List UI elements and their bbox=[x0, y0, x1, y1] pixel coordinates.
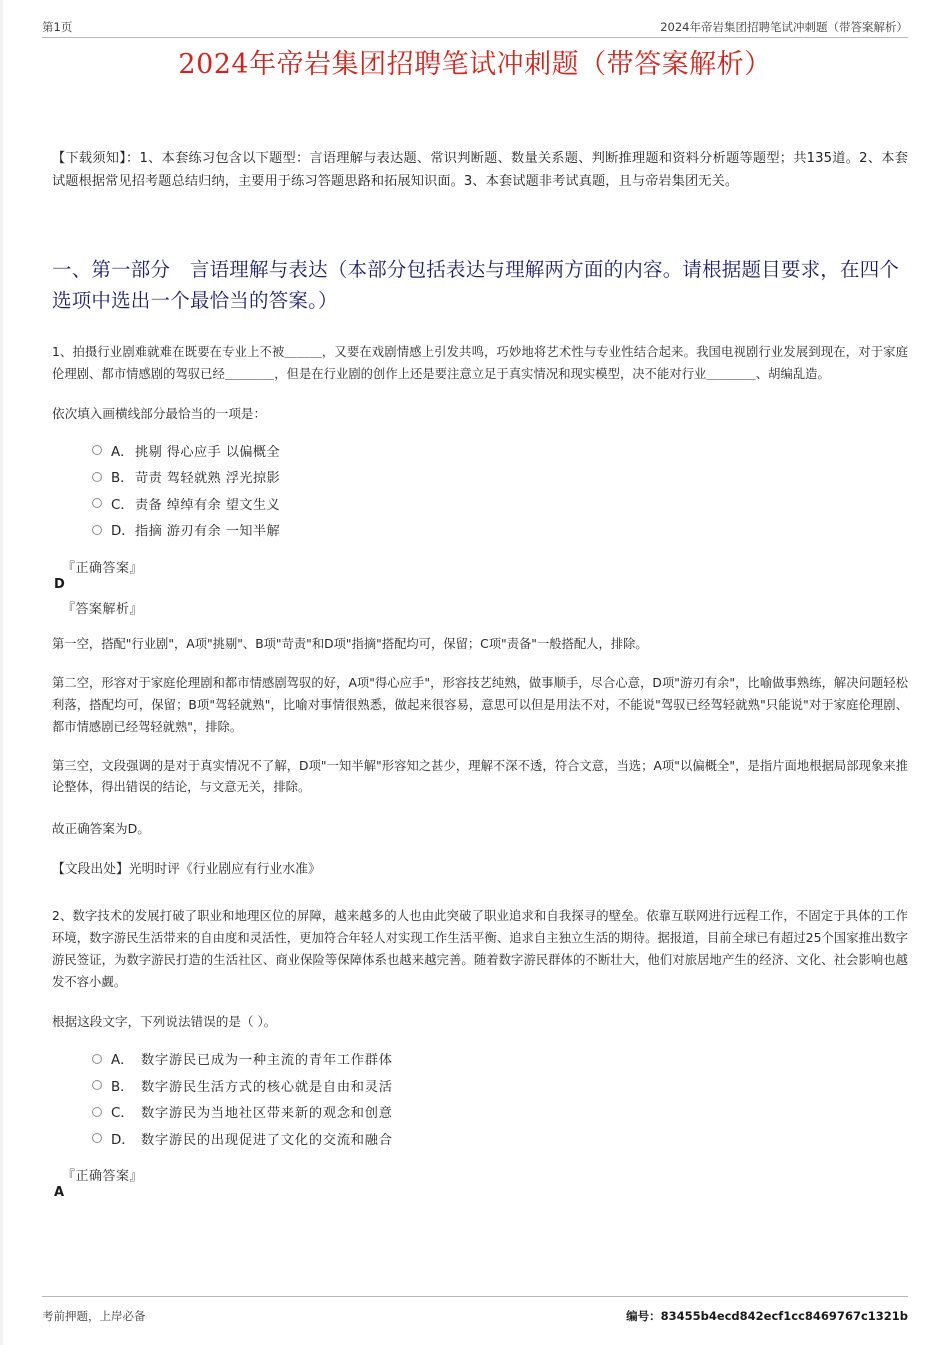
option-row-d[interactable] bbox=[92, 517, 908, 544]
analysis-label: 『答案解析』 bbox=[62, 602, 144, 617]
option-letter: D． bbox=[111, 524, 135, 540]
option-row-c[interactable] bbox=[92, 1098, 908, 1125]
question-block-1 bbox=[52, 342, 908, 881]
radio-icon[interactable] bbox=[92, 1107, 102, 1117]
question-stem: 2、数字技术的发展打破了职业和地理区位的屏障，越来越多的人也由此突破了职业追求和自我探寻的壁垒。依靠互联网进行远程工作，不固定于具体的工作环境，数字游民生活带来的自由度和灵活性，更加符合年轻人对实现工作生活平衡、追求自主独立生活的期待。据报道，目前全球已有超过25个国家推出数字游民签证，为数字游民打造的生活社区、商业保险等保障体系也越来越完善。随着数字游民群体的不断壮大，他们对旅居地产生的经济、文化、社会影响也越发不容小觑。 bbox=[52, 909, 908, 990]
option-row-d[interactable] bbox=[92, 1125, 908, 1152]
analysis-paragraph-1: 第一空，搭配"行业剧"，A项"挑剔"、B项"苛责"和D项"指摘"搭配均可，保留；C项"责备"一般搭配人，排除。 bbox=[52, 637, 648, 651]
document-header bbox=[42, 14, 908, 38]
option-text: 数字游民的出现促进了文化的交流和融合 bbox=[141, 1132, 393, 1148]
option-letter: D． bbox=[111, 1132, 135, 1148]
radio-icon[interactable] bbox=[92, 1080, 102, 1090]
correct-answer-value: D bbox=[54, 577, 65, 592]
document-content bbox=[52, 148, 908, 1200]
option-letter: B． bbox=[111, 471, 134, 487]
footer-code bbox=[626, 1308, 908, 1324]
option-row-a[interactable] bbox=[92, 437, 908, 464]
radio-icon[interactable] bbox=[92, 498, 102, 508]
question-stem: 1、拍摄行业剧难就难在既要在专业上不被＿＿＿，又要在戏剧情感上引发共鸣，巧妙地将艺术性与专业性结合起来。我国电视剧行业发展到现在，对于家庭伦理剧、都市情感剧的驾驭已经＿＿＿＿，但是在行业剧的创作上还是要注意立足于真实情况和现实模型，决不能对行业＿＿＿＿、胡编乱造。 bbox=[52, 344, 908, 381]
correct-answer-label: 『正确答案』 bbox=[62, 1169, 144, 1185]
footer-code-value: 83455b4ecd842ecf1cc8469767c1321b bbox=[660, 1308, 908, 1323]
document-footer bbox=[42, 1296, 908, 1326]
option-text: 责备 绰绰有余 望文生义 bbox=[135, 497, 281, 513]
correct-answer-value: A bbox=[54, 1185, 65, 1201]
option-row-b[interactable] bbox=[92, 1072, 908, 1099]
page-edge-strip bbox=[0, 0, 3, 1345]
option-letter: A． bbox=[111, 444, 134, 460]
radio-icon[interactable] bbox=[92, 1133, 102, 1143]
options-list bbox=[92, 437, 908, 543]
option-text: 数字游民为当地社区带来新的观念和创意 bbox=[141, 1106, 393, 1122]
option-text: 苛责 驾轻就熟 浮光掠影 bbox=[135, 471, 281, 487]
section-heading: 一、第一部分 言语理解与表达（本部分包括表达与理解两方面的内容。请根据题目要求，在四个选项中选出一个最恰当的答案。） bbox=[52, 258, 900, 312]
radio-icon[interactable] bbox=[92, 525, 102, 535]
passage-source: 【文段出处】光明时评《行业剧应有行业水准》 bbox=[52, 861, 321, 877]
analysis-paragraph-3: 第三空，文段强调的是对于真实情况不了解，D项"一知半解"形容知之甚少，理解不深不透，符合文意，当选；A项"以偏概全"，是指片面地根据局部现象来推论整体，得出错误的结论，与文意无关，排除。 bbox=[52, 758, 908, 795]
footer-code-label: 编号： bbox=[626, 1308, 661, 1323]
options-list bbox=[92, 1045, 908, 1151]
footer-slogan: 考前押题，上岸必备 bbox=[42, 1308, 146, 1323]
radio-icon[interactable] bbox=[92, 472, 102, 482]
option-row-a[interactable] bbox=[92, 1045, 908, 1072]
option-letter: C． bbox=[111, 497, 134, 513]
page-number-label: 第1页 bbox=[42, 20, 73, 34]
radio-icon[interactable] bbox=[92, 1054, 102, 1064]
question-prompt: 依次填入画横线部分最恰当的一项是： bbox=[52, 405, 267, 421]
analysis-paragraph-2: 第二空，形容对于家庭伦理剧和都市情感剧驾驭的好，A项"得心应手"，形容技艺纯熟，做事顺手，尽合心意，D项"游刃有余"，比喻做事熟练，解决问题轻松利落，搭配均可，保留；B项"驾轻就熟"，比喻对事情很熟悉，做起来很容易，意思可以但是用法不对，不能说"驾驭已经驾轻就熟"只能说"对于家庭伦理剧、都市情感剧已经驾轻就熟"，排除。 bbox=[52, 675, 908, 734]
analysis-conclusion: 故正确答案为D。 bbox=[52, 821, 150, 837]
option-text: 指摘 游刃有余 一知半解 bbox=[135, 524, 281, 540]
option-row-b[interactable] bbox=[92, 464, 908, 491]
option-text: 挑剔 得心应手 以偏概全 bbox=[135, 444, 281, 460]
option-letter: C． bbox=[111, 1106, 134, 1122]
page-title: 2024年帝岩集团招聘笔试冲刺题（带答案解析） bbox=[178, 49, 772, 80]
option-row-c[interactable] bbox=[92, 490, 908, 517]
correct-answer-label: 『正确答案』 bbox=[62, 561, 144, 576]
option-letter: B． bbox=[111, 1079, 134, 1095]
question-block-2 bbox=[52, 906, 908, 1200]
option-text: 数字游民已成为一种主流的青年工作群体 bbox=[141, 1053, 393, 1069]
option-text: 数字游民生活方式的核心就是自由和灵活 bbox=[141, 1079, 393, 1095]
header-running-title: 2024年帝岩集团招聘笔试冲刺题（带答案解析） bbox=[660, 20, 908, 34]
option-letter: A． bbox=[111, 1053, 134, 1069]
question-prompt: 根据这段文字，下列说法错误的是（ ）。 bbox=[52, 1013, 277, 1029]
download-notice: 【下载须知】：1、本套练习包含以下题型：言语理解与表达题、常识判断题、数量关系题、判断推理题和资料分析题等题型；共135道。2、本套试题根据常见招考题总结归纳，主要用于练习答题思路和拓展知识面。3、本套试题非考试真题，且与帝岩集团无关。 bbox=[52, 151, 908, 189]
radio-icon[interactable] bbox=[92, 445, 102, 455]
